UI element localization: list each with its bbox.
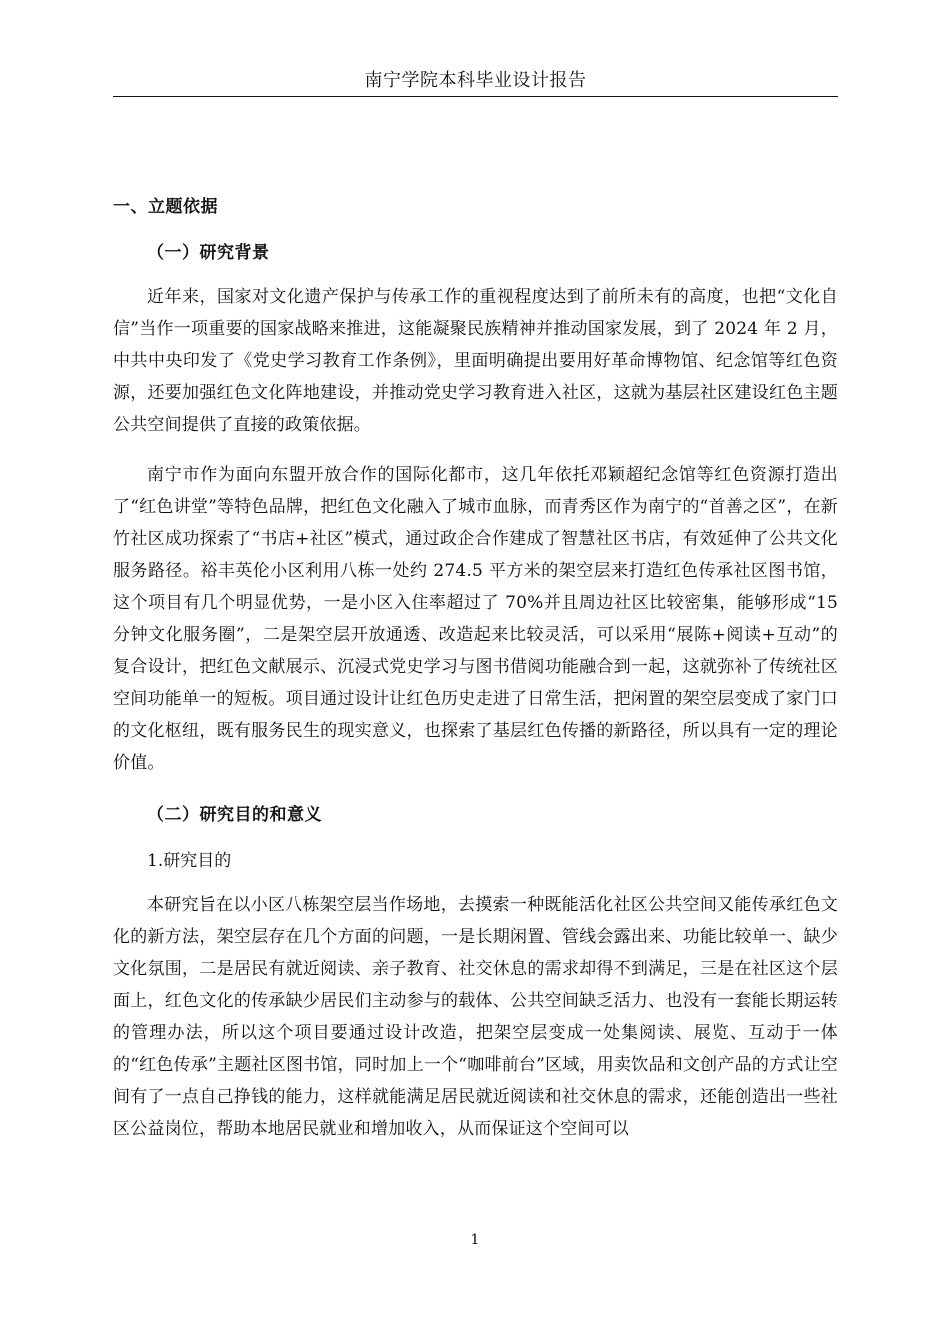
page-number: 1: [470, 1232, 480, 1248]
subsection-heading-purpose: （二）研究目的和意义: [147, 805, 322, 825]
subsection-heading-background: （一）研究背景: [147, 243, 270, 263]
page-header-title: 南宁学院本科毕业设计报告: [364, 70, 587, 91]
section-heading: 一、立题依据: [113, 197, 218, 217]
header-rule: [113, 96, 838, 97]
sub-subsection-heading-purpose: 1.研究目的: [147, 851, 232, 871]
paragraph-background-2: 南宁市作为面向东盟开放合作的国际化都市，这几年依托邓颖超纪念馆等红色资源打造出了“红色讲堂”等特色品牌，把红色文化融入了城市血脉，而青秀区作为南宁的“首善之区”，在新竹社区成功探索了“书店+社区”模式，通过政企合作建成了智慧社区书店，有效延伸了公共文化服务路径。裕丰英伦小区利用八栋一处约 274.5 平方米的架空层来打造红色传承社区图书馆，这个项目有几个明显优势，一是小区入住率超过了 70%并且周边社区比较密集，能够形成“15 分钟文化服务圈”，二是架空层开放通透、改造起来比较灵活，可以采用“展陈+阅读+互动”的复合设计，把红色文献展示、沉浸式党史学习与图书借阅功能融合到一起，这就弥补了传统社区空间功能单一的短板。项目通过设计让红色历史走进了日常生活，把闲置的架空层变成了家门口的文化枢纽，既有服务民生的现实意义，也探索了基层红色传播的新路径，所以具有一定的理论价值。: [113, 465, 838, 773]
page-body: [113, 189, 838, 1157]
paragraph-background-1: 近年来，国家对文化遗产保护与传承工作的重视程度达到了前所未有的高度，也把“文化自信”当作一项重要的国家战略来推进，这能凝聚民族精神并推动国家发展，到了 2024 年 2 月，中共中央印发了《党史学习教育工作条例》，里面明确提出要用好革命博物馆、纪念馆等红色资源，还要加强红色文化阵地建设，并推动党史学习教育进入社区，这就为基层社区建设红色主题公共空间提供了直接的政策依据。: [113, 287, 838, 435]
paragraph-purpose-1: 本研究旨在以小区八栋架空层当作场地，去摸索一种既能活化社区公共空间又能传承红色文化的新方法，架空层存在几个方面的问题，一是长期闲置、管线会露出来、功能比较单一、缺少文化氛围，二是居民有就近阅读、亲子教育、社交休息的需求却得不到满足，三是在社区这个层面上，红色文化的传承缺少居民们主动参与的载体、公共空间缺乏活力、也没有一套能长期运转的管理办法，所以这个项目要通过设计改造，把架空层变成一处集阅读、展览、互动于一体的“红色传承”主题社区图书馆，同时加上一个“咖啡前台”区域，用卖饮品和文创产品的方式让空间有了一点自己挣钱的能力，这样就能满足居民就近阅读和社交休息的需求，还能创造出一些社区公益岗位，帮助本地居民就业和增加收入，从而保证这个空间可以: [113, 895, 838, 1139]
